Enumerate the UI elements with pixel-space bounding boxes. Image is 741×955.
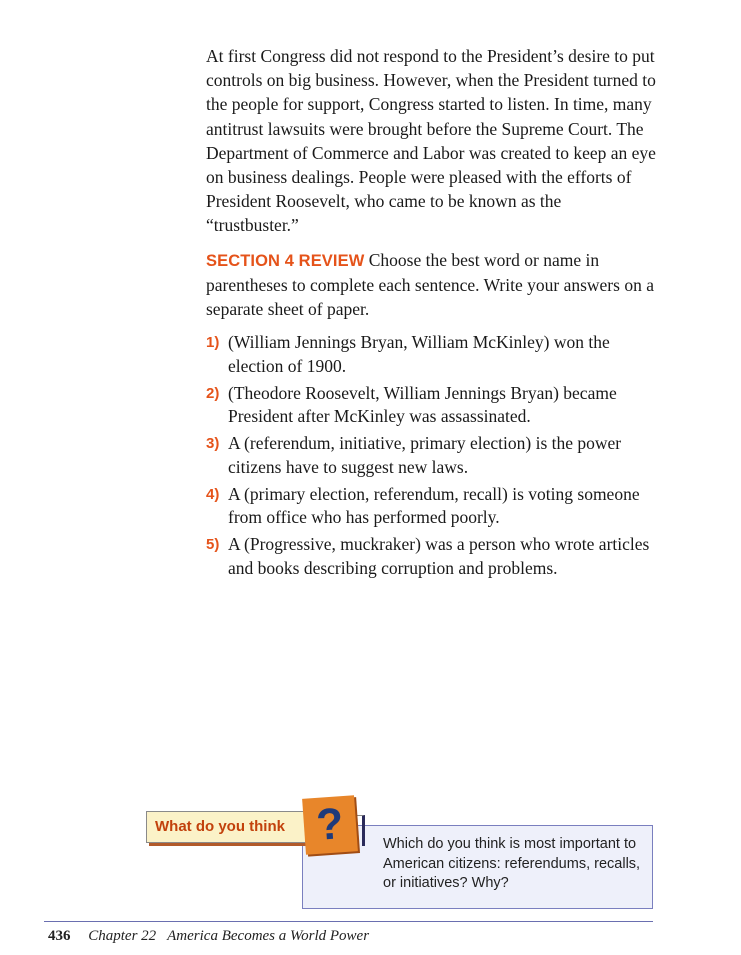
review-question (206, 331, 658, 378)
review-instructions: Choose the best word or name in parentheses to complete each sentence. Write your answers on a separate sheet of paper. (206, 249, 654, 320)
question-number: 5) (206, 536, 220, 554)
review-question (206, 432, 658, 479)
review-question (206, 382, 658, 429)
question-text: (William Jennings Bryan, William McKinley) won the election of 1900. (228, 332, 610, 376)
page-number: 436 (48, 928, 71, 944)
chapter-title: Chapter 22 America Becomes a World Power (88, 928, 370, 944)
question-number: 4) (206, 485, 220, 503)
body-paragraph: At first Congress did not respond to the President’s desire to put controls on big business. However, when the President turned to the people for support, Congress started to listen. In time, many antitrust lawsuits were brought before the Supreme Court. The Department of Commerce and Labor was created to keep an eye on business dealings. People were pleased with the efforts of President Roosevelt, who came to be known as the “trustbuster.” (206, 46, 656, 236)
question-number: 3) (206, 435, 220, 453)
question-mark-icon (302, 795, 358, 854)
review-question-list (206, 331, 658, 580)
footer-rule (44, 921, 653, 922)
review-question (206, 533, 658, 580)
review-heading: SECTION 4 REVIEW (206, 251, 365, 270)
question-mark-glyph: ? (314, 799, 346, 850)
question-text: A (referendum, initiative, primary election) is the power citizens have to suggest new laws. (228, 433, 622, 477)
review-question (206, 483, 658, 530)
what-do-you-think-label (146, 811, 306, 843)
question-text: (Theodore Roosevelt, William Jennings Bryan) became President after McKinley was assassinated. (228, 382, 617, 427)
question-number: 1) (206, 334, 220, 352)
main-content (206, 44, 658, 584)
section-review (206, 248, 658, 322)
page-footer (48, 928, 369, 945)
question-number: 2) (206, 384, 220, 402)
question-text: A (Progressive, muckraker) was a person who wrote articles and books describing corruption and problems. (228, 534, 650, 578)
what-do-you-think-label-text: What do you think (155, 818, 285, 835)
question-text: A (primary election, referendum, recall) is voting someone from office who has performed poorly. (228, 483, 640, 528)
what-do-you-think-question: Which do you think is most important to American citizens: referendums, recalls, or initiatives? Why? (383, 836, 641, 891)
